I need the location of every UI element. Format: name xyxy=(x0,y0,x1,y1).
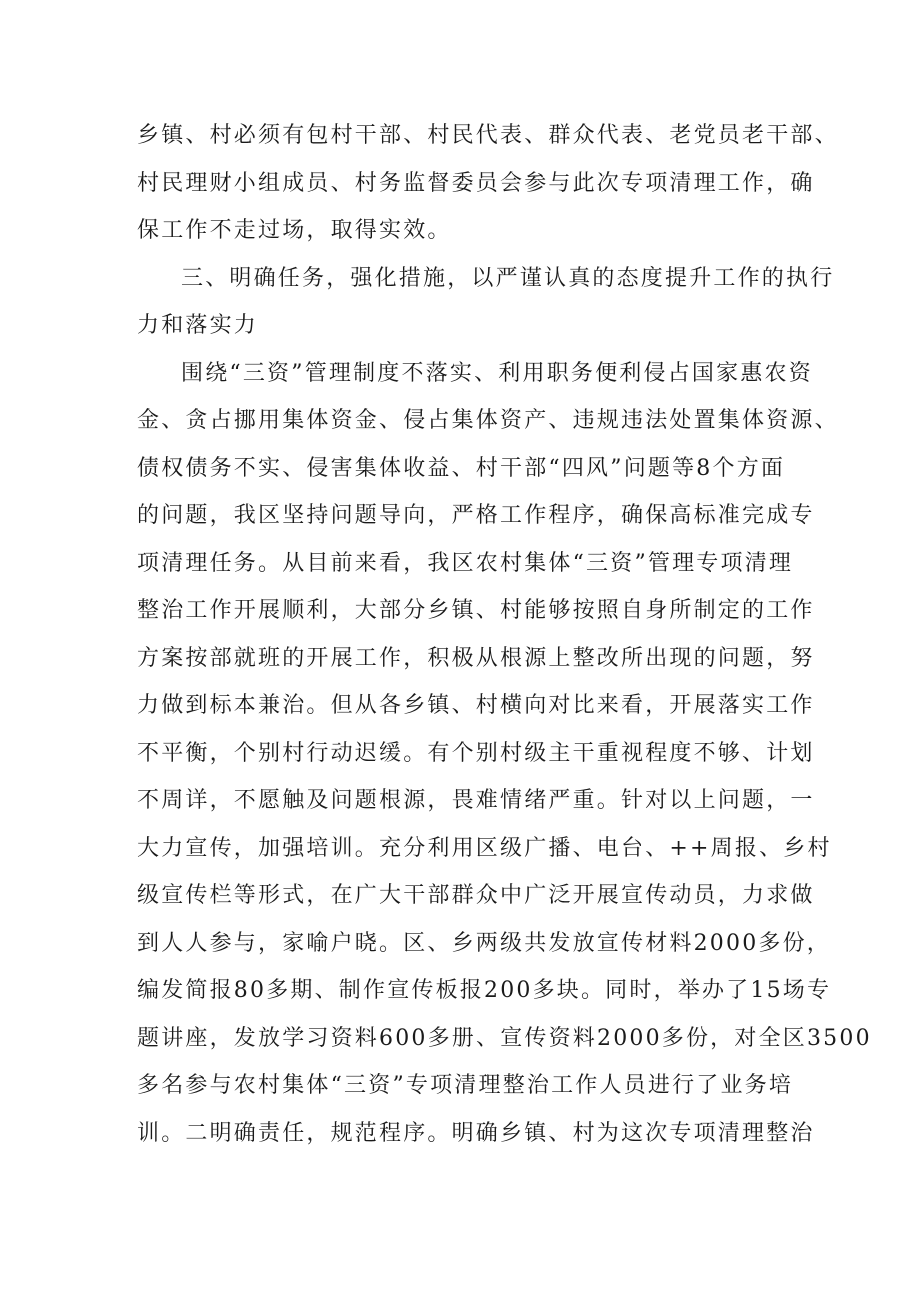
text-line: 题讲座，发放学习资料600多册、宣传资料2000多份，对全区3500 xyxy=(137,1025,872,1051)
text-line: 乡镇、村必须有包村干部、村民代表、群众代表、老党员老干部、 xyxy=(137,123,839,148)
text-line: 整治工作开展顺利，大部分乡镇、村能够按照自身所制定的工作 xyxy=(137,598,815,623)
text-line: 项清理任务。从目前来看，我区农村集体“三资”管理专项清理 xyxy=(137,550,794,576)
text-line: 级宣传栏等形式，在广大干部群众中广泛开展宣传动员，力求做 xyxy=(137,883,815,908)
text-line: 不周详，不愿触及问题根源，畏难情绪严重。针对以上问题，一 xyxy=(137,788,815,813)
text-line: 不平衡，个别村行动迟缓。有个别村级主干重视程度不够、计划 xyxy=(137,740,815,766)
text-line: 大力宣传，加强培训。充分利用区级广播、电台、++周报、乡村 xyxy=(137,835,832,861)
text-line: 力做到标本兼治。但从各乡镇、村横向对比来看，开展落实工作 xyxy=(137,693,815,718)
text-line: 编发简报80多期、制作宣传板报200多块。同时，举办了15场专 xyxy=(137,978,832,1003)
section-heading-line: 力和落实力 xyxy=(137,313,259,338)
text-line: 村民理财小组成员、村务监督委员会参与此次专项清理工作，确 xyxy=(137,170,815,196)
text-line: 多名参与农村集体“三资”专项清理整治工作人员进行了业务培 xyxy=(137,1073,794,1098)
section-heading-line: 三、明确任务，强化措施，以严谨认真的态度提升工作的执行 xyxy=(181,265,835,291)
text-line: 训。二明确责任，规范程序。明确乡镇、村为这次专项清理整治 xyxy=(137,1120,815,1146)
text-line: 保工作不走过场，取得实效。 xyxy=(137,218,452,243)
text-line: 围绕“三资”管理制度不落实、利用职务便利侵占国家惠农资 xyxy=(181,360,813,386)
text-line: 到人人参与，家喻户晓。区、乡两级共发放宣传材料2000多份， xyxy=(137,930,831,956)
text-line: 的问题，我区坚持问题导向，严格工作程序，确保高标准完成专 xyxy=(137,503,815,528)
text-line: 金、贪占挪用集体资金、侵占集体资产、违规违法处置集体资源、 xyxy=(137,408,839,433)
text-line: 方案按部就班的开展工作，积极从根源上整改所出现的问题，努 xyxy=(137,645,815,671)
text-line: 债权债务不实、侵害集体收益、村干部“四风”问题等8个方面 xyxy=(137,455,786,481)
body-text xyxy=(137,112,872,1157)
